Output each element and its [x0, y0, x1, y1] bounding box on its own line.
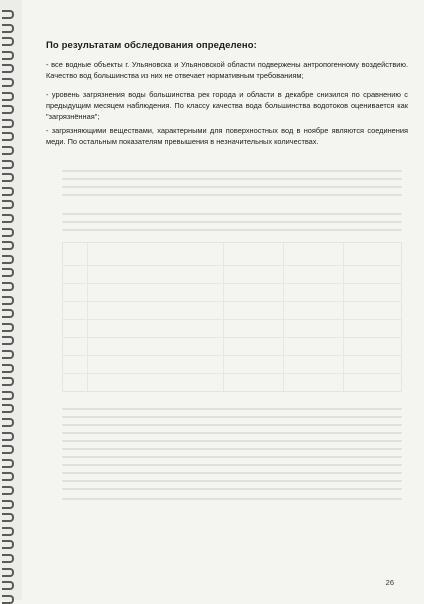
binding-ring	[2, 350, 14, 359]
binding-ring	[2, 377, 14, 386]
binding-ring	[2, 78, 14, 87]
binding-ring	[2, 432, 14, 441]
spiral-binding	[0, 0, 22, 600]
binding-ring	[2, 51, 14, 60]
binding-ring	[2, 595, 14, 604]
binding-ring	[2, 309, 14, 318]
binding-ring	[2, 92, 14, 101]
binding-ring	[2, 268, 14, 277]
binding-ring	[2, 282, 14, 291]
bleed-col	[343, 243, 344, 391]
bleed-line	[62, 432, 402, 434]
bleed-row	[63, 337, 401, 338]
binding-ring	[2, 296, 14, 305]
binding-ring	[2, 323, 14, 332]
bleed-table	[62, 242, 402, 392]
bleed-row	[63, 301, 401, 302]
bleed-col	[223, 243, 224, 391]
binding-ring	[2, 418, 14, 427]
binding-ring	[2, 187, 14, 196]
binding-ring	[2, 445, 14, 454]
binding-ring	[2, 527, 14, 536]
binding-ring	[2, 146, 14, 155]
binding-ring	[2, 336, 14, 345]
binding-ring	[2, 540, 14, 549]
finding-paragraph-1: - все водные объекты г. Ульяновска и Ульяновской области подвержены антропогенному воздействию. Качество вод большинства из них не отвечает нормативным требованиям;	[46, 60, 408, 81]
binding-ring	[2, 486, 14, 495]
binding-ring	[2, 513, 14, 522]
binding-ring	[2, 160, 14, 169]
binding-ring	[2, 241, 14, 250]
bleed-row	[63, 265, 401, 266]
bleed-line	[62, 221, 402, 223]
binding-ring	[2, 459, 14, 468]
binding-ring	[2, 404, 14, 413]
binding-ring	[2, 132, 14, 141]
binding-ring	[2, 581, 14, 590]
bleed-line	[62, 178, 402, 180]
bleed-col	[283, 243, 284, 391]
binding-ring	[2, 200, 14, 209]
binding-ring	[2, 554, 14, 563]
bleed-row	[63, 373, 401, 374]
bleed-line	[62, 448, 402, 450]
bleed-row	[63, 283, 401, 284]
bleed-line	[62, 464, 402, 466]
document-page	[22, 0, 424, 600]
binding-ring	[2, 568, 14, 577]
bleed-line	[62, 416, 402, 418]
binding-ring	[2, 255, 14, 264]
bleed-line	[62, 498, 402, 500]
binding-ring	[2, 10, 14, 19]
binding-ring	[2, 173, 14, 182]
bleed-line	[62, 440, 402, 442]
bleed-line	[62, 229, 402, 231]
bleed-line	[62, 480, 402, 482]
bleed-line	[62, 170, 402, 172]
bleed-line	[62, 408, 402, 410]
section-heading: По результатам обследования определено:	[46, 40, 257, 51]
bleed-line	[62, 472, 402, 474]
binding-ring	[2, 119, 14, 128]
binding-ring	[2, 472, 14, 481]
bleed-line	[62, 456, 402, 458]
finding-paragraph-3: - загрязняющими веществами, характерными для поверхностных вод в ноябре являются соединения меди. По остальным показателям превышения в незначительных количествах.	[46, 126, 408, 147]
finding-paragraph-2: - уровень загрязнения воды большинства рек города и области в декабре снизился по сравнению с предыдущим месяцем наблюдения. По классу качества вода большинства водотоков оценивается как "загрязнённая";	[46, 90, 408, 122]
bleed-line	[62, 424, 402, 426]
binding-ring	[2, 364, 14, 373]
bleed-col	[87, 243, 88, 391]
bleed-row	[63, 319, 401, 320]
page-number: 26	[385, 578, 394, 587]
binding-ring	[2, 228, 14, 237]
binding-ring	[2, 24, 14, 33]
binding-ring	[2, 391, 14, 400]
bleed-line	[62, 186, 402, 188]
binding-ring	[2, 214, 14, 223]
binding-ring	[2, 500, 14, 509]
bleed-row	[63, 355, 401, 356]
bleed-line	[62, 194, 402, 196]
binding-ring	[2, 64, 14, 73]
binding-ring	[2, 105, 14, 114]
bleed-line	[62, 213, 402, 215]
binding-ring	[2, 37, 14, 46]
bleed-line	[62, 488, 402, 490]
